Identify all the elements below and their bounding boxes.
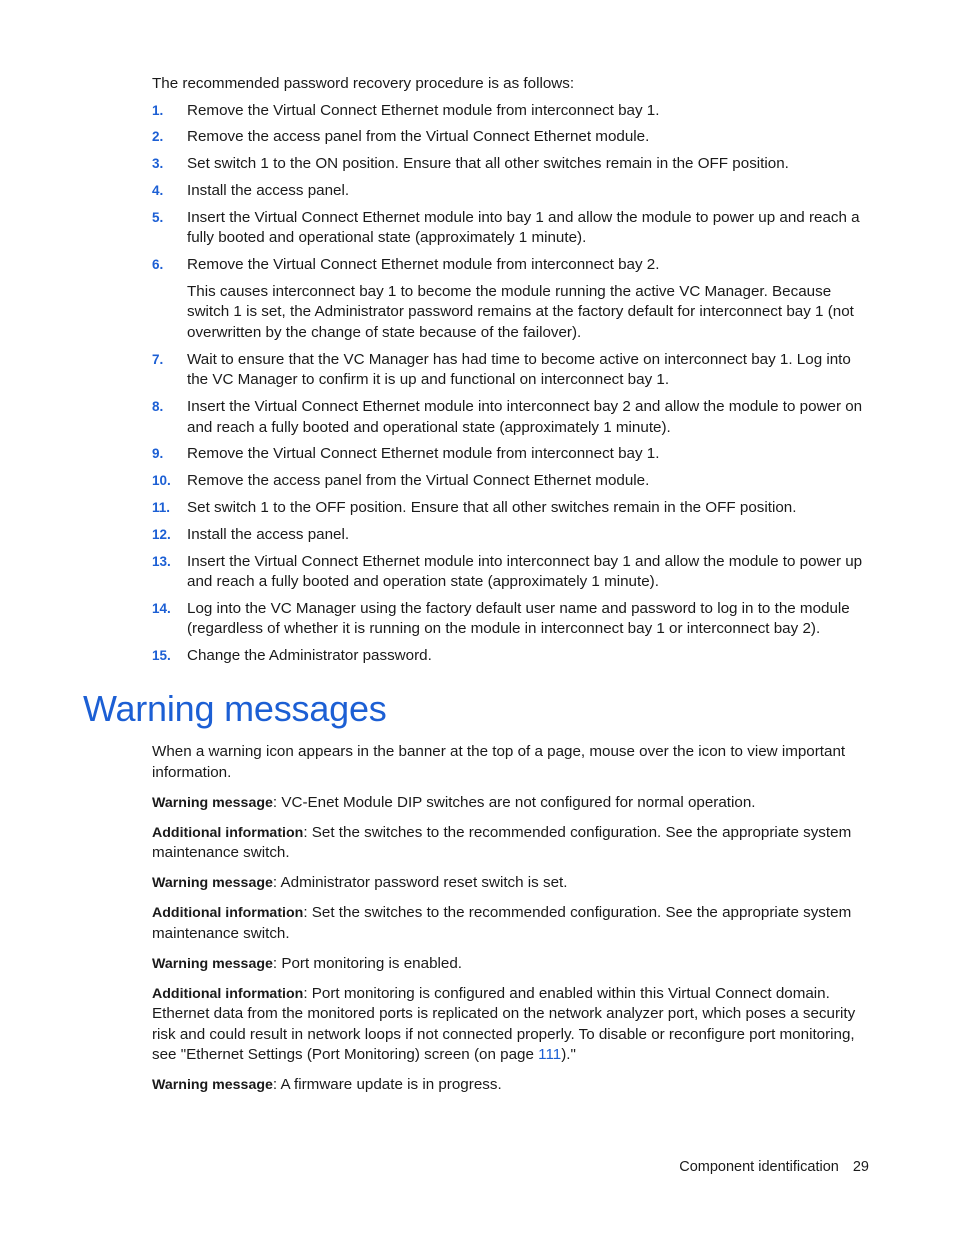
step-text: Wait to ensure that the VC Manager has had time to become active on interconnect bay 1. Log into the VC Manager to confirm it is up and functional on interconnect bay 1. xyxy=(187,350,851,389)
step-number: 3. xyxy=(152,156,164,172)
step-text: Remove the Virtual Connect Ethernet module from interconnect bay 1. xyxy=(187,445,660,463)
warning-message-entry xyxy=(152,1075,872,1096)
page-footer xyxy=(679,1157,869,1178)
entry-text: : Port monitoring is configured and enabled within this Virtual Connect domain. Ethernet data from the monitored ports is replicated on the network analyzer port, which poses a security risk and could result in network loops if not connected properly. To disable or reconfigure port monitoring, see "Ethernet Settings (Port Monitoring) screen (on page xyxy=(152,984,856,1063)
list-item xyxy=(152,350,872,391)
section-intro: When a warning icon appears in the banner at the top of a page, mouse over the icon to view important information. xyxy=(152,743,846,781)
list-item xyxy=(152,127,872,148)
step-text: Insert the Virtual Connect Ethernet module into bay 1 and allow the module to power up and reach a fully booted and operational state (approximately 1 minute). xyxy=(187,208,860,247)
list-item xyxy=(152,255,872,344)
step-number: 1. xyxy=(152,102,164,118)
step-number: 9. xyxy=(152,446,164,462)
step-text: Set switch 1 to the ON position. Ensure that all other switches remain in the OFF position. xyxy=(187,155,789,173)
procedure-intro: The recommended password recovery procedure is as follows: xyxy=(152,75,575,92)
step-text: Insert the Virtual Connect Ethernet module into interconnect bay 2 and allow the module to power on and reach a fully booted and operational state (approximately 1 minute). xyxy=(187,398,863,436)
page-reference-link[interactable]: 111 xyxy=(538,1046,562,1063)
step-number: 8. xyxy=(152,399,164,415)
step-text: Set switch 1 to the OFF position. Ensure that all other switches remain in the OFF position. xyxy=(187,498,797,516)
step-number: 11. xyxy=(152,499,171,515)
warning-message-label: Warning message xyxy=(152,1077,273,1093)
entry-text: : Set the switches to the recommended configuration. See the appropriate system maintenance switch. xyxy=(152,904,852,942)
warning-message-entry xyxy=(152,873,872,894)
additional-information-label: Additional information xyxy=(152,985,304,1002)
list-item xyxy=(152,181,872,202)
step-text: Log into the VC Manager using the factory default user name and password to log in to the module (regardless of whether it is running on the module in interconnect bay 1 or interconnect bay 2). xyxy=(187,599,850,638)
list-item xyxy=(152,101,872,122)
step-text: Install the access panel. xyxy=(187,525,350,543)
step-text: Remove the Virtual Connect Ethernet module from interconnect bay 1. xyxy=(187,101,660,119)
entry-text: : A firmware update is in progress. xyxy=(272,1076,502,1093)
list-item xyxy=(152,208,872,249)
list-item xyxy=(152,444,872,465)
entry-text: : Administrator password reset switch is set. xyxy=(272,874,568,891)
footer-section-title: Component identification xyxy=(679,1159,839,1175)
step-number: 4. xyxy=(152,182,164,198)
step-number: 14. xyxy=(152,600,171,616)
step-text: Insert the Virtual Connect Ethernet module into interconnect bay 1 and allow the module to power up and reach a fully booted and operation state (approximately 1 minute). xyxy=(187,552,863,591)
step-number: 6. xyxy=(152,256,164,272)
step-note: This causes interconnect bay 1 to become the module running the active VC Manager. Because switch 1 is set, the Administrator password remains at the factory default for interconnect bay 1 (not overwritten by the change of state because of the failover). xyxy=(187,282,854,341)
step-number: 13. xyxy=(152,553,171,569)
warning-message-entry xyxy=(152,954,872,975)
additional-information-label: Additional information xyxy=(152,905,304,921)
list-item xyxy=(152,498,872,519)
entry-text-after-link: )." xyxy=(561,1046,576,1063)
list-item xyxy=(152,397,872,438)
step-text: Remove the access panel from the Virtual Connect Ethernet module. xyxy=(187,128,650,146)
entry-text: : VC-Enet Module DIP switches are not configured for normal operation. xyxy=(272,793,756,811)
step-text: Remove the access panel from the Virtual Connect Ethernet module. xyxy=(187,472,650,490)
list-item xyxy=(152,471,872,492)
entry-text: : Set the switches to the recommended configuration. See the appropriate system maintenance switch. xyxy=(152,823,852,861)
additional-information-entry xyxy=(152,823,872,864)
step-number: 10. xyxy=(152,473,171,489)
entry-text: : Port monitoring is enabled. xyxy=(272,954,463,972)
step-number: 7. xyxy=(152,351,164,367)
warning-message-label: Warning message xyxy=(152,875,273,891)
warning-messages-section xyxy=(152,742,872,1105)
step-number: 5. xyxy=(152,209,164,225)
additional-information-entry xyxy=(152,984,872,1066)
step-text: Install the access panel. xyxy=(187,181,350,199)
step-number: 2. xyxy=(152,129,164,145)
procedure-block xyxy=(152,74,872,673)
list-item xyxy=(152,552,872,593)
warning-message-entry xyxy=(152,793,872,814)
additional-information-entry xyxy=(152,903,872,944)
step-text: Change the Administrator password. xyxy=(187,647,432,665)
warning-message-label: Warning message xyxy=(152,955,273,972)
list-item xyxy=(152,646,872,667)
procedure-steps-list xyxy=(152,101,872,667)
step-text: Remove the Virtual Connect Ethernet module from interconnect bay 2. xyxy=(187,255,660,273)
footer-page-number: 29 xyxy=(852,1159,869,1175)
list-item xyxy=(152,154,872,175)
additional-information-label: Additional information xyxy=(152,824,304,841)
step-number: 15. xyxy=(152,648,171,664)
step-number: 12. xyxy=(152,526,171,542)
list-item xyxy=(152,599,872,640)
list-item xyxy=(152,525,872,546)
warning-message-label: Warning message xyxy=(152,794,273,811)
section-heading: Warning messages xyxy=(83,688,387,729)
